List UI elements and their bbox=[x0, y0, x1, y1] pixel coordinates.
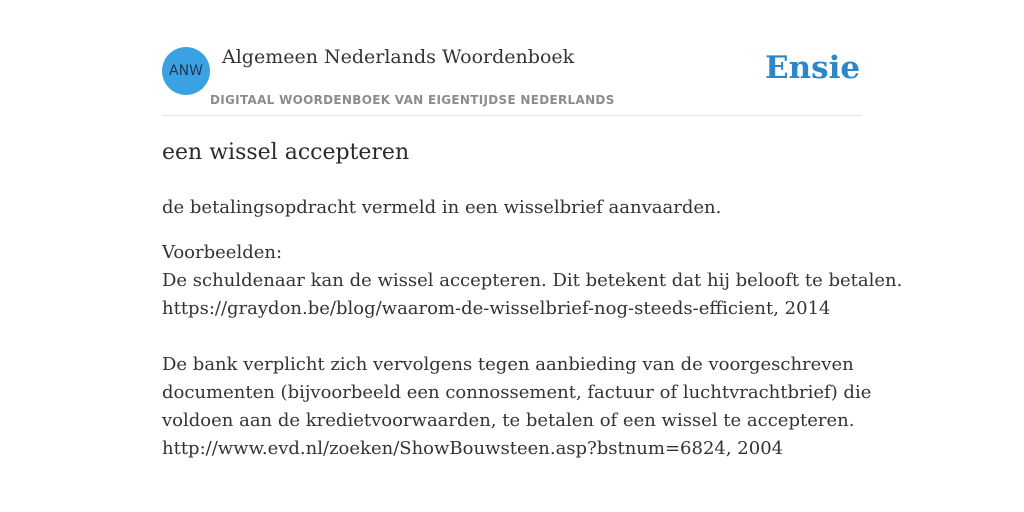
example-spacer bbox=[162, 323, 862, 351]
example-text-line: voldoen aan de kredietvoorwaarden, te betalen of een wissel te accepteren. bbox=[162, 410, 855, 431]
examples-label: Voorbeelden: bbox=[162, 242, 283, 263]
example-text: De schuldenaar kan de wissel accepteren. Dit betekent dat hij belooft te betalen. bbox=[162, 270, 903, 291]
ensie-brand-link[interactable]: Ensie bbox=[765, 50, 861, 86]
entry-headword: een wissel accepteren bbox=[162, 140, 410, 165]
anw-logo[interactable] bbox=[162, 47, 210, 95]
site-subtitle: DIGITAAL WOORDENBOEK VAN EIGENTIJDSE NEDERLANDS bbox=[210, 93, 615, 107]
example-text-line: documenten (bijvoorbeeld een connossement, factuur of luchtvrachtbrief) die bbox=[162, 382, 872, 403]
example-source: http://www.evd.nl/zoeken/ShowBouwsteen.asp?bstnum=6824, 2004 bbox=[162, 438, 784, 459]
examples-section bbox=[162, 239, 903, 463]
logo-text: ANW bbox=[169, 63, 203, 79]
example-text-line: De bank verplicht zich vervolgens tegen aanbieding van de voorgeschreven bbox=[162, 354, 854, 375]
entry-definition: de betalingsopdracht vermeld in een wisselbrief aanvaarden. bbox=[162, 197, 722, 218]
site-title[interactable]: Algemeen Nederlands Woordenboek bbox=[222, 46, 575, 68]
header-divider bbox=[162, 115, 862, 116]
example-source: https://graydon.be/blog/waarom-de-wisselbrief-nog-steeds-efficient, 2014 bbox=[162, 298, 831, 319]
